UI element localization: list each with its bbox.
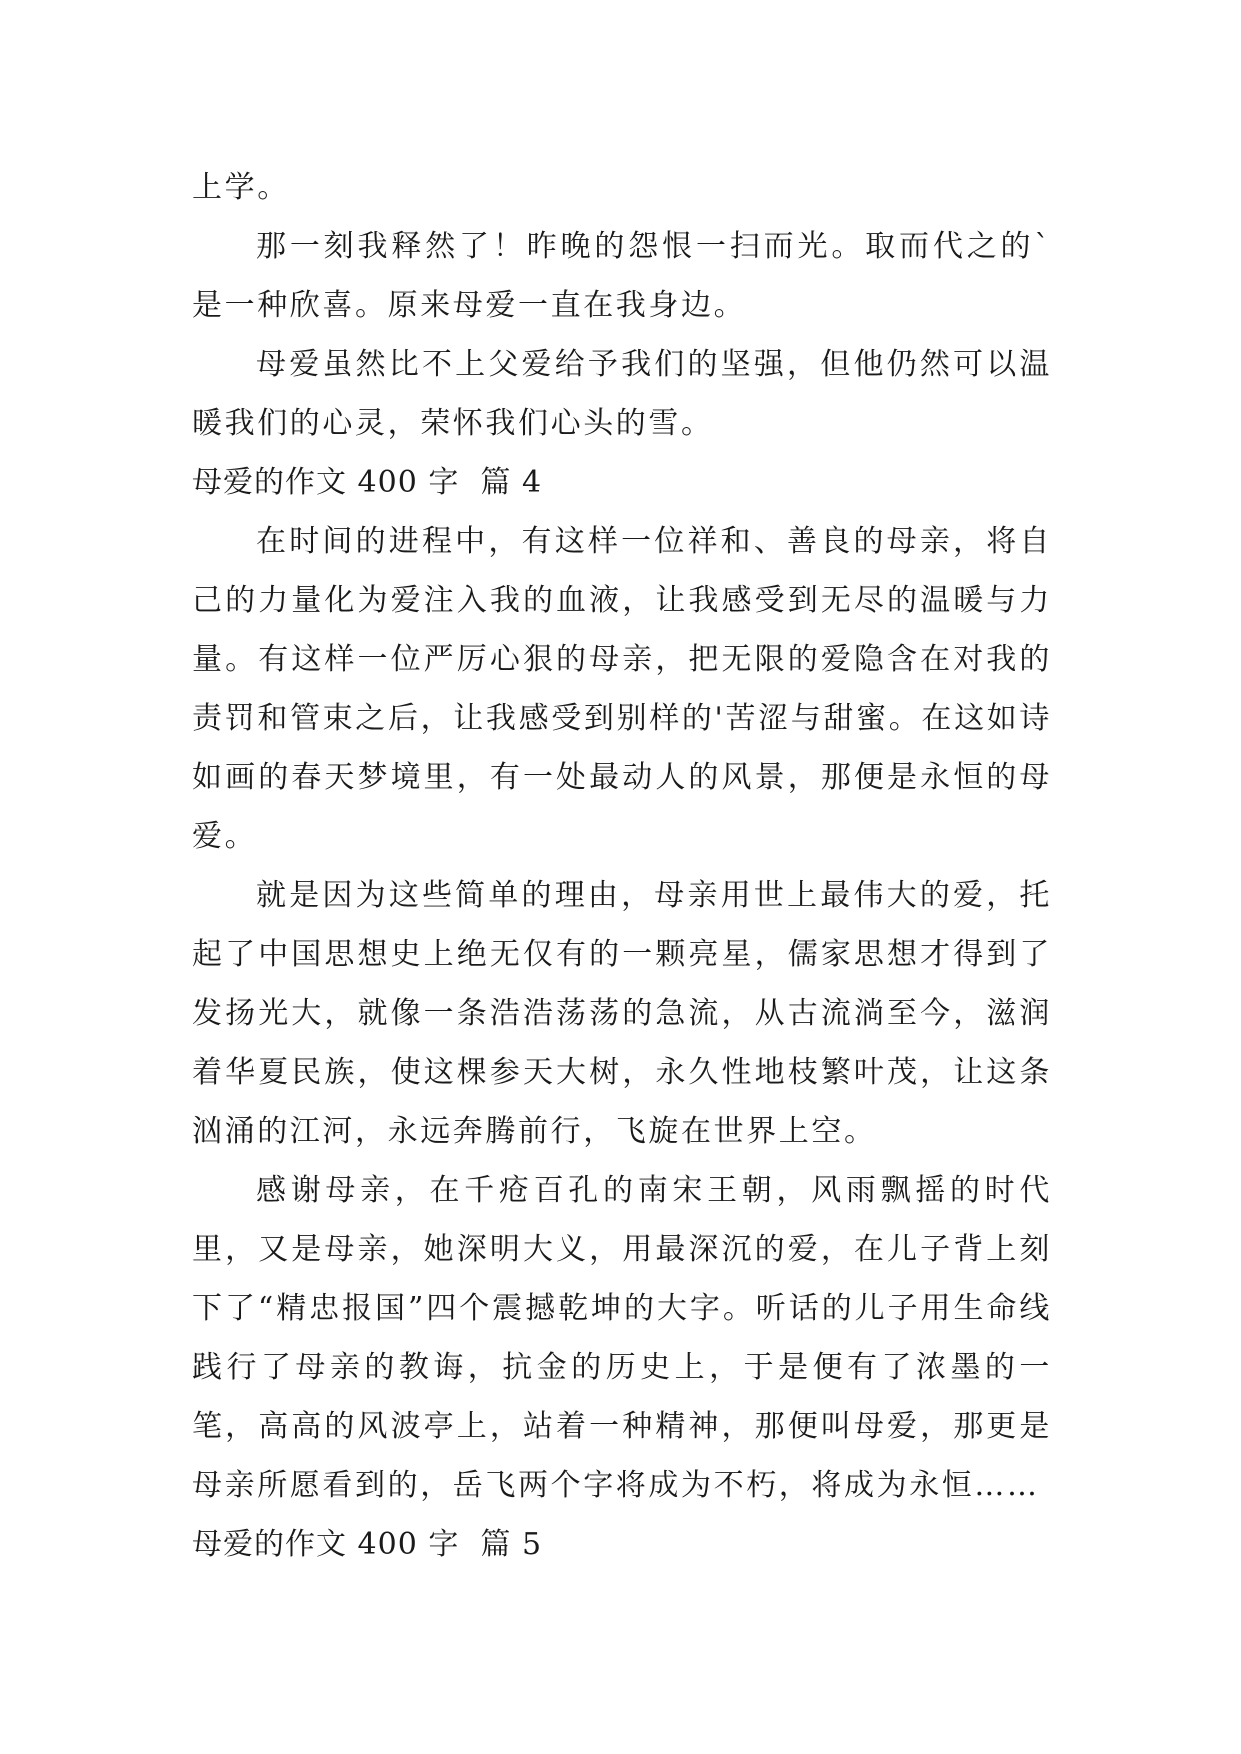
section-heading: 母爱的作文 400 字 篇 4 — [192, 465, 543, 500]
document-body — [192, 158, 1052, 1574]
paragraph: 在时间的进程中，有这样一位祥和、善良的母亲，将自己的力量化为爱注入我的血液，让我感受到无尽的温暖与力量。有这样一位严厉心狠的母亲，把无限的爱隐含在对我的责罚和管束之后，让我感受到别样的'苦涩与甜蜜。在这如诗如画的春天梦境里，有一处最动人的风景，那便是永恒的母爱。 — [192, 524, 1052, 854]
paragraph: 母爱虽然比不上父爱给予我们的坚强，但他仍然可以温暖我们的心灵，荣怀我们心头的雪。 — [192, 347, 1052, 441]
paragraph: 感谢母亲，在千疮百孔的南宋王朝，风雨飘摇的时代里，又是母亲，她深明大义，用最深沉的爱，在儿子背上刻下了“精忠报国”四个震撼乾坤的大字。听话的儿子用生命线践行了母亲的教诲，抗金的历史上，于是便有了浓墨的一笔，高高的风波亭上，站着一种精神，那便叫母爱，那更是母亲所愿看到的，岳飞两个字将成为不朽，将成为永恒…… — [192, 1173, 1052, 1503]
paragraph-continuation: 上学。 — [192, 170, 290, 205]
section-heading: 母爱的作文 400 字 篇 5 — [192, 1527, 543, 1562]
paragraph: 那一刻我释然了！昨晚的怨恨一扫而光。取而代之的`是一种欣喜。原来母爱一直在我身边。 — [192, 229, 1052, 323]
paragraph: 就是因为这些简单的理由，母亲用世上最伟大的爱，托起了中国思想史上绝无仅有的一颗亮星，儒家思想才得到了发扬光大，就像一条浩浩荡荡的急流，从古流淌至今，滋润着华夏民族，使这棵参天大树，永久性地枝繁叶茂，让这条汹涌的江河，永远奔腾前行，飞旋在世界上空。 — [192, 878, 1052, 1149]
